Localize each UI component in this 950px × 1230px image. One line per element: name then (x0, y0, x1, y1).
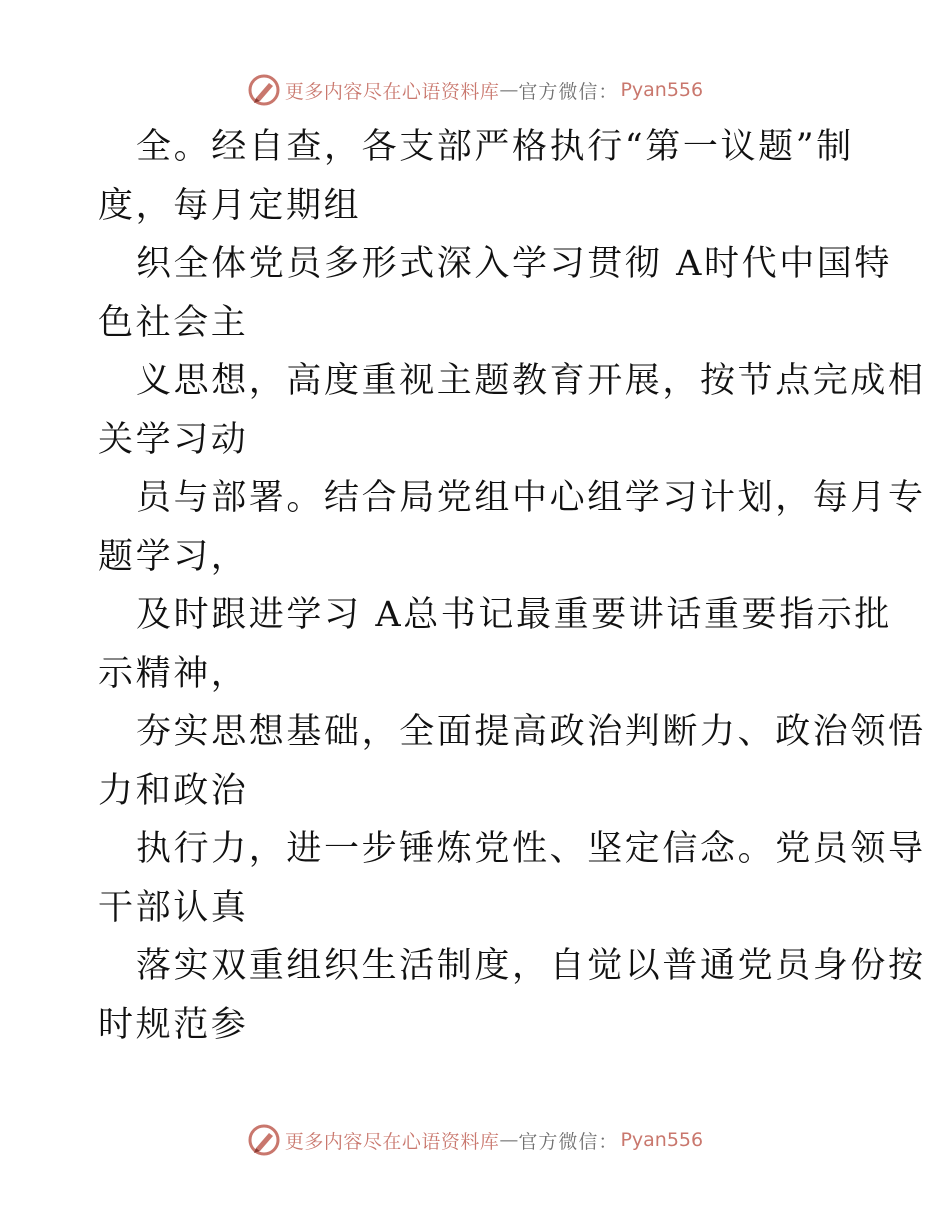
watermark-official: 官方微信： (518, 1130, 619, 1153)
header-watermark (0, 70, 950, 110)
body-line: 全。经自查，各支部严格执行“第一议题”制 (136, 127, 854, 167)
body-line: 色社会主 (98, 302, 249, 343)
body-line: 题学习， (98, 536, 249, 577)
body-line: 员与部署。结合局党组中心组学习计划，每月专 (136, 478, 926, 518)
pen-logo-icon (247, 73, 281, 107)
document-body (98, 118, 926, 1054)
pen-logo-icon (247, 1123, 281, 1157)
body-line: 织全体党员多形式深入学习贯彻 A时代中国特 (136, 244, 893, 284)
body-line: 义思想，高度重视主题教育开展，按节点完成相 (136, 361, 926, 401)
body-line: 干部认真 (98, 887, 249, 928)
body-line: 力和政治 (98, 770, 249, 811)
watermark-dash: — (499, 79, 519, 101)
body-line: 夯实思想基础，全面提高政治判断力、政治领悟 (136, 712, 926, 752)
watermark-id: Pyan556 (620, 79, 704, 101)
watermark-official: 官方微信： (518, 80, 619, 103)
watermark-dash: — (499, 1129, 519, 1151)
body-line: 关学习动 (98, 419, 249, 460)
watermark-brand: 更多内容尽在心语资料库 (284, 80, 500, 103)
watermark-brand: 更多内容尽在心语资料库 (284, 1130, 500, 1153)
body-line: 及时跟进学习 A总书记最重要讲话重要指示批 (136, 595, 893, 635)
body-line: 度，每月定期组 (98, 185, 362, 226)
watermark-id: Pyan556 (620, 1129, 704, 1151)
body-line: 示精神， (98, 653, 249, 694)
footer-watermark (0, 1120, 950, 1160)
body-line: 落实双重组织生活制度，自觉以普通党员身份按 (136, 946, 926, 986)
body-line: 执行力，进一步锤炼党性、坚定信念。党员领导 (136, 829, 926, 869)
body-line: 时规范参 (98, 1004, 249, 1045)
